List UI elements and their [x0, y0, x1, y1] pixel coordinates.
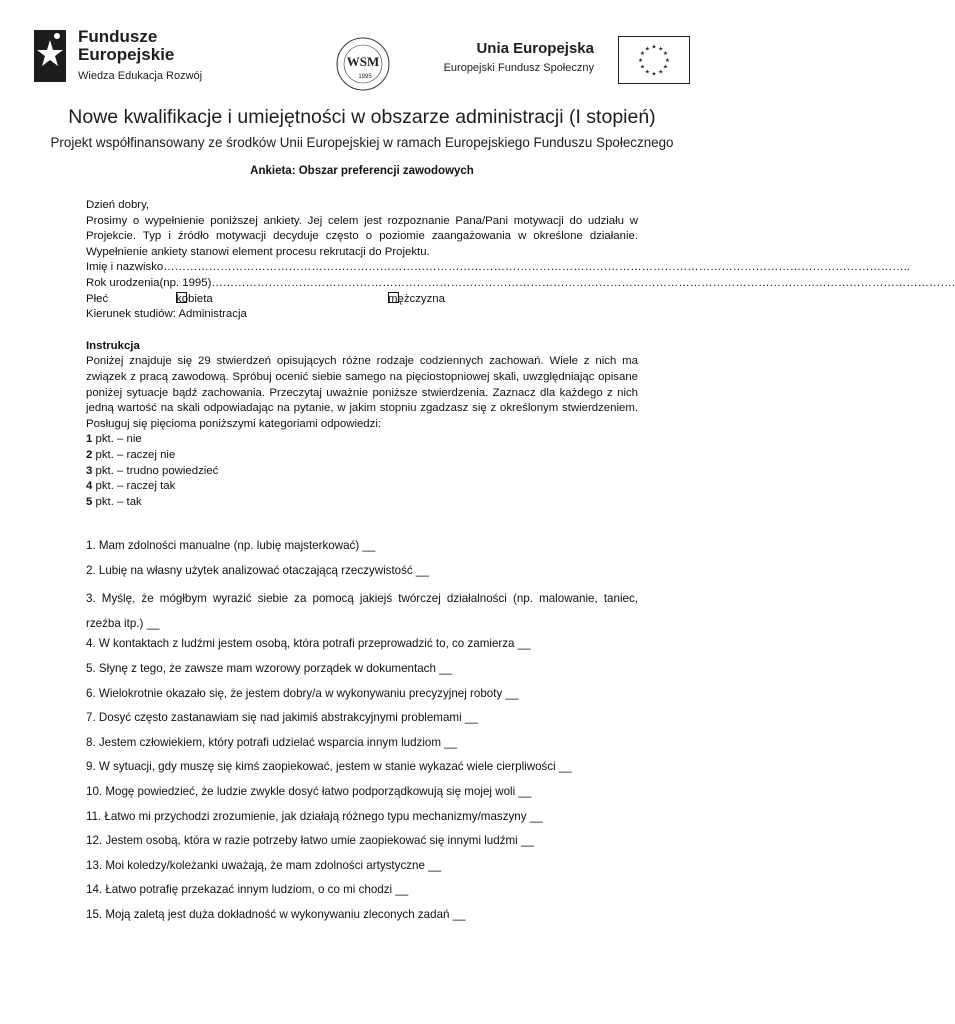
eu-logo-subtitle: Europejski Fundusz Społeczny	[443, 62, 594, 74]
svg-text:★: ★	[644, 46, 650, 53]
instruction-title: Instrukcja	[86, 339, 140, 352]
scale-item: 1 pkt. – nie	[86, 433, 142, 446]
scale-item: 3 pkt. – trudno powiedzieć	[86, 464, 219, 477]
question-item[interactable]: 8. Jestem człowiekiem, który potrafi udzielać wsparcia innym ludziom __	[86, 735, 458, 749]
svg-text:★: ★	[664, 57, 670, 64]
svg-text:★: ★	[638, 57, 644, 64]
question-item[interactable]: 11. Łatwo mi przychodzi zrozumienie, jak działają różnego typu mechanizmy/maszyny __	[86, 809, 543, 823]
question-item[interactable]: 9. W sytuacji, gdy muszę się kimś zaopiekować, jestem w stanie wykazać wiele cierpliwości __	[86, 760, 572, 774]
svg-text:★: ★	[639, 64, 646, 71]
fe-logo-subtitle: Wiedza Edukacja Rozwój	[78, 70, 203, 82]
name-label: Imię i nazwisko	[86, 261, 164, 274]
wsm-seal-icon	[335, 36, 391, 92]
gender-female-label: kobieta	[176, 292, 213, 305]
question-item[interactable]: 2. Lubię na własny użytek analizować otaczającą rzeczywistość __	[86, 563, 429, 577]
field-of-study: Kierunek studiów: Administracja	[86, 308, 247, 321]
birth-year-field[interactable]	[86, 276, 955, 292]
gender-row	[86, 292, 638, 308]
intro-paragraph: Prosimy o wypełnienie poniższej ankiety. Jej celem jest rozpoznanie Pana/Pani motywacji do udziału w Projekcie. Typ i źródło motywacji decyduje często o poziomie zaangażowania w określone działanie. Wypełnienie ankiety stanowi element procesu rekrutacji do Projektu.	[86, 214, 638, 258]
gender-label: Płeć	[86, 292, 109, 305]
svg-text:★: ★	[662, 64, 669, 71]
svg-text:★: ★	[658, 46, 664, 53]
svg-text:★: ★	[639, 51, 646, 58]
scale-item: 2 pkt. – raczej nie	[86, 448, 176, 461]
svg-text:★: ★	[651, 44, 657, 51]
question-item[interactable]: 1. Mam zdolności manualne (np. lubię majsterkować) __	[86, 539, 376, 552]
project-subtitle: Projekt współfinansowany ze środków Unii Europejskiej w ramach Europejskiego Funduszu Społecznego	[50, 135, 674, 150]
page-header	[0, 0, 724, 100]
birth-year-label: Rok urodzenia(np. 1995)	[86, 276, 212, 289]
scale-item: 5 pkt. – tak	[86, 495, 142, 508]
question-list	[86, 538, 638, 932]
fe-logo-name: Fundusze Europejskie	[78, 27, 175, 64]
question-item[interactable]: 13. Moi koledzy/koleżanki uważają, że mam zdolności artystyczne __	[86, 858, 442, 872]
gender-male-label: mężczyzna	[388, 292, 445, 305]
wsm-seal-text: WSM	[346, 54, 380, 69]
question-item[interactable]: 15. Moją zaletą jest duża dokładność w wykonywaniu zleconych zadań __	[86, 907, 466, 921]
name-field[interactable]	[86, 260, 910, 276]
question-item[interactable]: 6. Wielokrotnie okazało się, że jestem dobry/a w wykonywaniu precyzyjnej roboty __	[86, 686, 519, 700]
question-item[interactable]: 12. Jestem osobą, która w razie potrzeby łatwo umie zaopiekować się innymi ludźmi __	[86, 834, 534, 848]
eu-logo	[440, 38, 690, 88]
question-item[interactable]: 10. Mogę powiedzieć, że ludzie zwykle dosyć łatwo podporządkowują się mojej woli __	[86, 784, 532, 798]
svg-text:★: ★	[662, 51, 669, 58]
question-item[interactable]: 4. W kontaktach z ludźmi jestem osobą, która potrafi przeprowadzić to, co zamierza __	[86, 637, 531, 651]
survey-heading: Ankieta: Obszar preferencji zawodowych	[250, 165, 474, 177]
eu-logo-title: Unia Europejska	[476, 40, 594, 57]
fundusze-europejskie-logo	[30, 26, 230, 90]
scale-item: 4 pkt. – raczej tak	[86, 480, 176, 493]
eu-flag-icon	[618, 36, 690, 84]
svg-text:★: ★	[651, 71, 657, 78]
wsm-seal-year: 1995	[358, 74, 372, 80]
instruction-text: Poniżej znajduje się 29 stwierdzeń opisujących różne rodzaje codziennych zachowań. Wiele z nich ma związek z pracą zawodową. Spróbuj ocenić siebie samego na pięciostopniowej skali, uwzględniając opisane poniżej sytuacje bądź zachowania. Przeczytaj uważnie poniższe stwierdzenia. Zaznacz dla każdego z nich jedną wartość na skali odpowiadając na pytanie, w jakim stopniu zgadzasz się z określonym stwierdzeniem. Posługuj się pięcioma poniższymi kategoriami odpowiedzi:	[86, 355, 638, 430]
birth-year-dotted-line: …………………………………………………………………………………………………………………………………………………………………………….	[211, 276, 955, 289]
question-item[interactable]: 14. Łatwo potrafię przekazać innym ludziom, o co mi chodzi __	[86, 883, 409, 897]
project-title: Nowe kwalifikacje i umiejętności w obszarze administracji (I stopień)	[68, 106, 656, 128]
question-item[interactable]: 7. Dosyć często zastanawiam się nad jakimiś abstrakcyjnymi problemami __	[86, 711, 478, 725]
question-item[interactable]: 3. Myślę, że mógłbym wyrazić siebie za pomocą jakiejś twórczej działalności (np. malowanie, taniec, rzeźba itp.) __	[86, 592, 638, 630]
svg-text:★: ★	[658, 69, 664, 76]
name-dotted-line: ……………………………………………………………………………………………………………………………………………………………………………..	[163, 261, 910, 274]
fe-star-icon	[30, 26, 70, 86]
greeting: Dzień dobry,	[86, 199, 150, 211]
svg-text:★: ★	[644, 69, 650, 76]
survey-intro	[86, 198, 955, 510]
question-item[interactable]: 5. Słynę z tego, że zawsze mam wzorowy porządek w dokumentach __	[86, 661, 453, 675]
answer-scale	[86, 432, 638, 510]
